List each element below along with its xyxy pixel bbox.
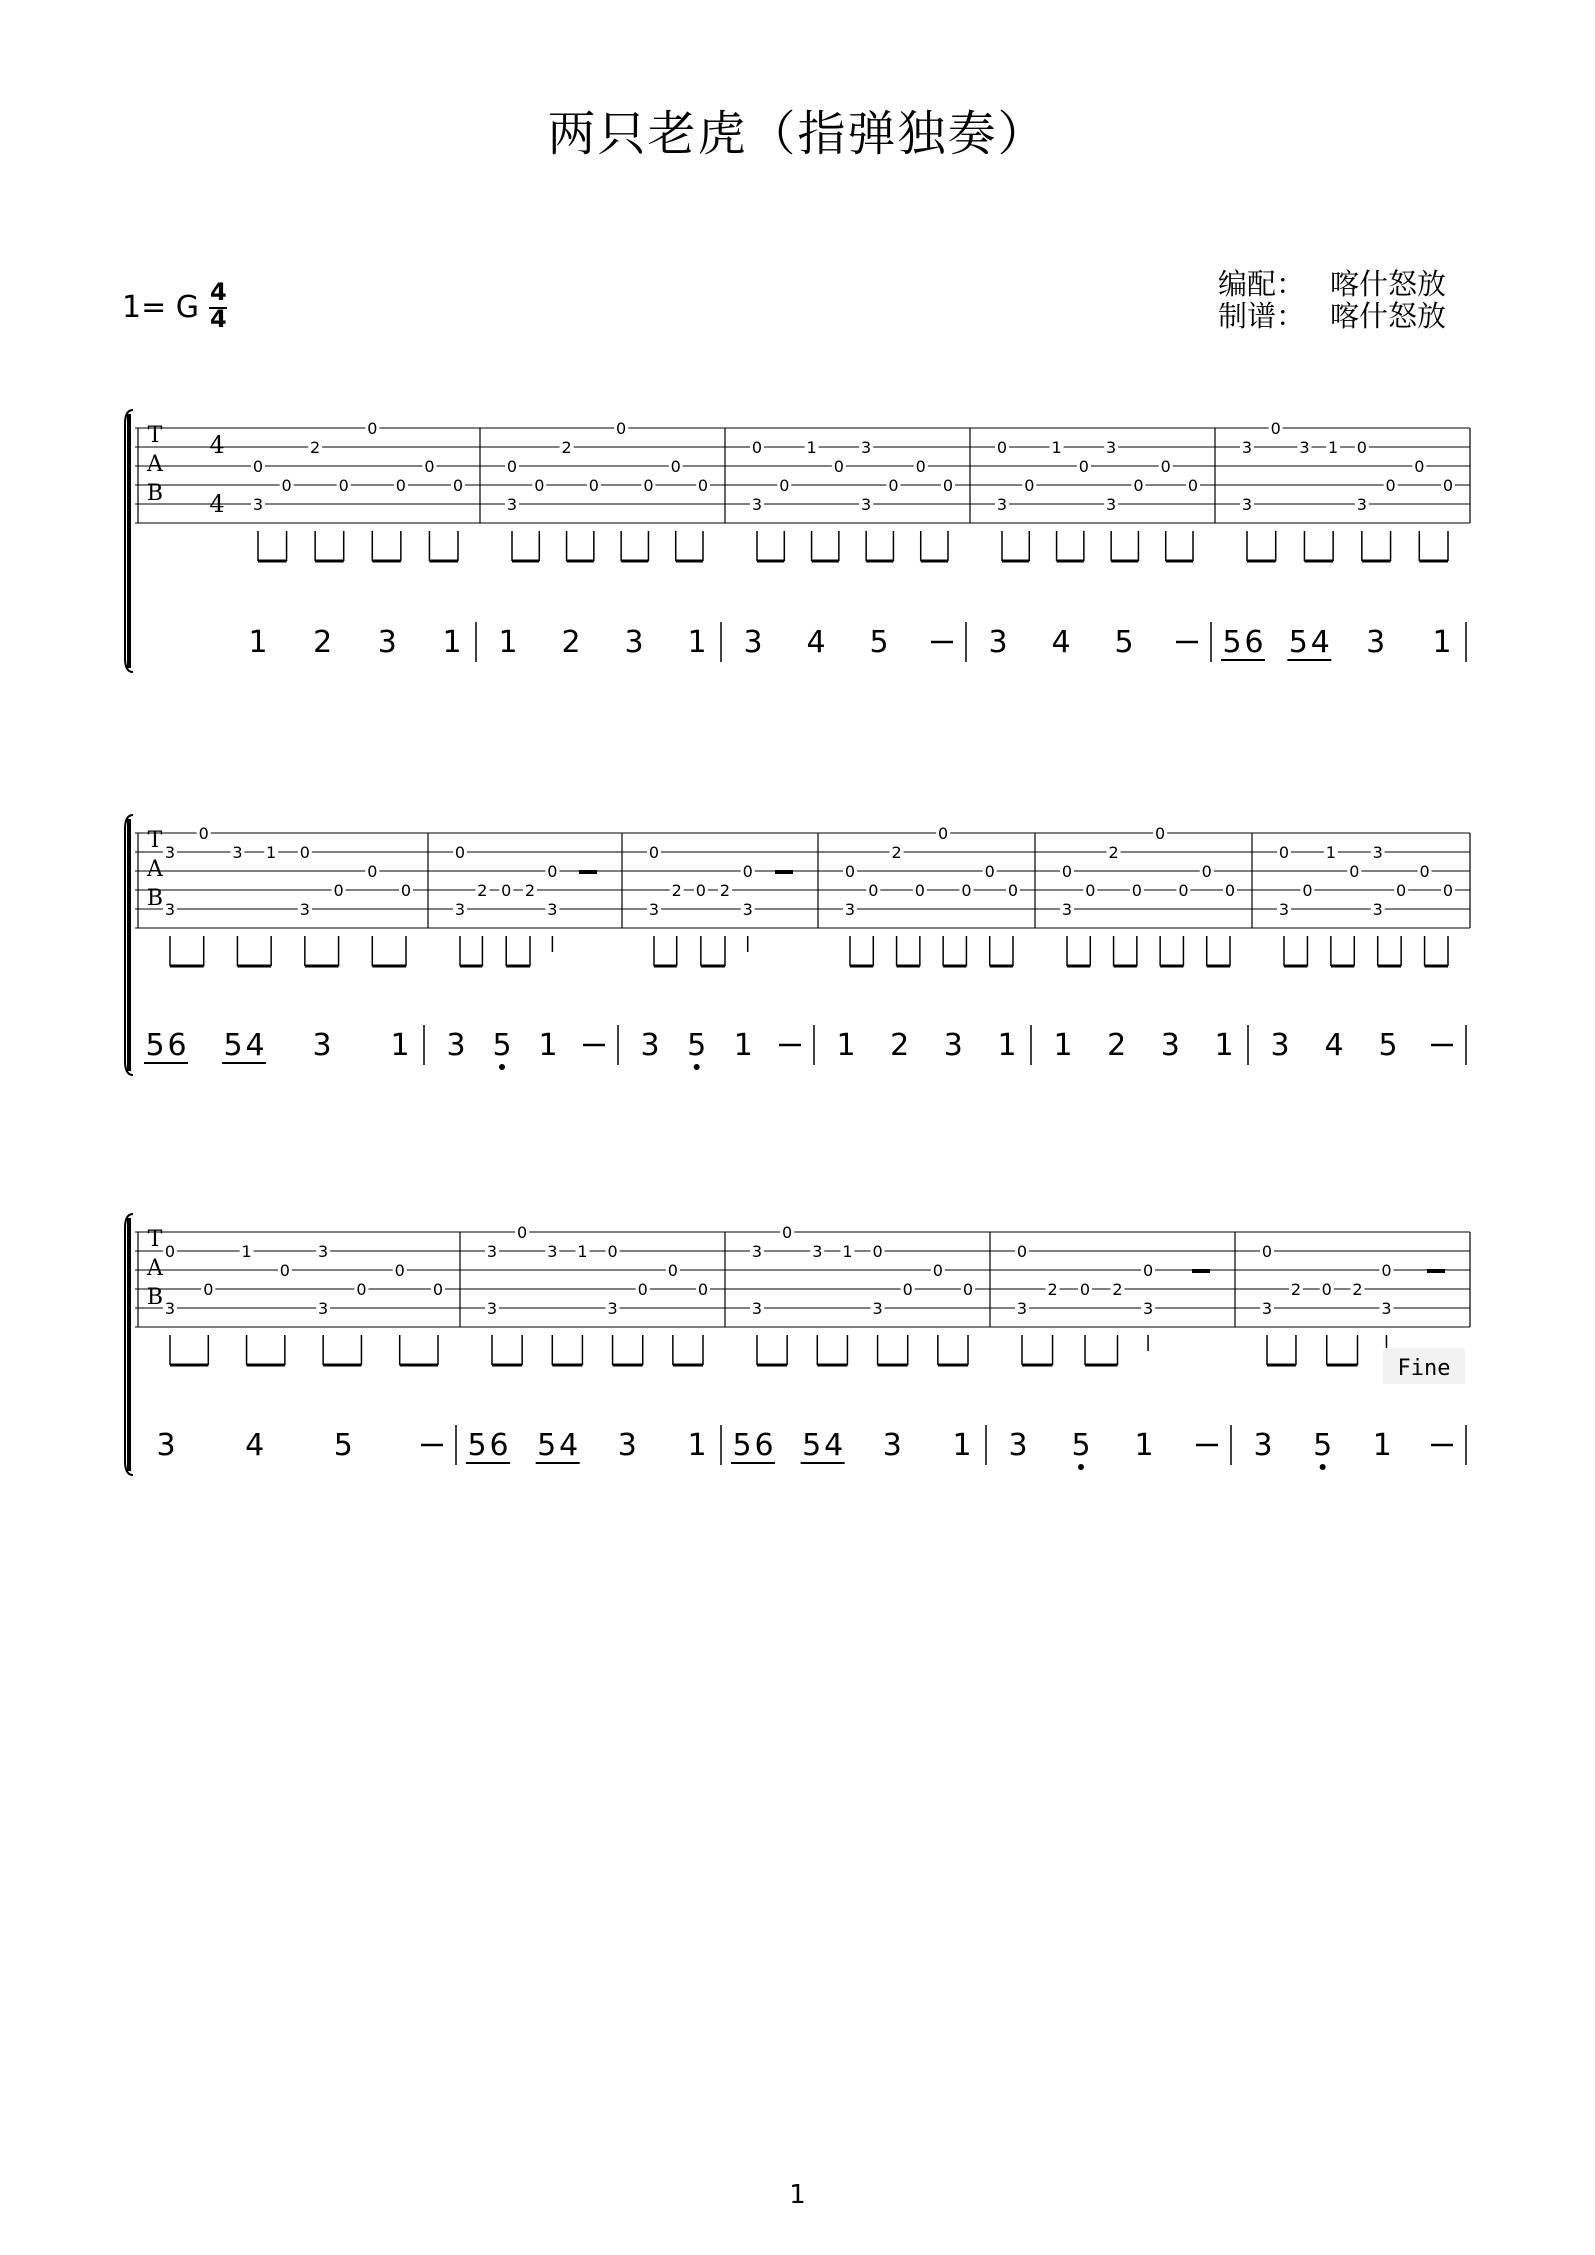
jianpu-note: 6: [489, 1428, 509, 1463]
jianpu-low-dot: [1320, 1464, 1326, 1470]
fret-number: 3: [844, 900, 856, 919]
fret-number: 3: [1142, 1299, 1154, 1318]
fret-number: 0: [1016, 1242, 1028, 1261]
jianpu-note: 4: [806, 625, 826, 660]
jianpu-note: 5: [1313, 1428, 1333, 1463]
fret-number: 0: [915, 457, 926, 476]
fret-number: 3: [318, 1299, 329, 1318]
jianpu-note: 6: [1244, 625, 1264, 660]
half-rest: [1427, 1269, 1445, 1273]
fret-number: 3: [872, 1299, 883, 1318]
jianpu-note: 5: [223, 1028, 243, 1063]
fret-number: 0: [203, 1280, 214, 1299]
fret-number: 0: [1302, 881, 1313, 900]
fret-number: 0: [198, 824, 209, 843]
jianpu-note: 4: [559, 1428, 579, 1463]
fret-number: 0: [1442, 881, 1454, 900]
fret-number: 0: [961, 881, 972, 900]
fret-number: 0: [1442, 476, 1454, 495]
jianpu-note: 3: [1366, 625, 1386, 660]
fret-number: 0: [279, 1261, 290, 1280]
jianpu-note: 5: [802, 1428, 822, 1463]
jianpu-note: 5: [687, 1028, 707, 1063]
jianpu-note: 3: [1160, 1028, 1180, 1063]
jianpu-note: 4: [245, 1028, 265, 1063]
half-rest: [579, 870, 597, 874]
fret-number: 0: [1007, 881, 1019, 900]
transcriber-name: 喀什怒放: [1330, 299, 1447, 333]
fret-number: 3: [232, 843, 243, 862]
jianpu-note: 3: [640, 1028, 660, 1063]
jianpu-note: 5: [732, 1428, 752, 1463]
fret-number: 3: [861, 438, 872, 457]
jianpu-note: 1: [687, 1428, 707, 1463]
fret-number: 3: [1241, 495, 1253, 514]
fret-number: 0: [902, 1280, 913, 1299]
time-signature-numerator: 4: [210, 278, 227, 306]
fret-number: 0: [1414, 457, 1425, 476]
song-title: 两只老虎（指弹独奏）: [547, 106, 1048, 162]
fret-number: 2: [671, 881, 682, 900]
fret-number: 0: [1381, 1261, 1392, 1280]
fret-number: 0: [1396, 881, 1407, 900]
jianpu-note: 3: [617, 1428, 637, 1463]
fret-number: 3: [1241, 438, 1253, 457]
fret-number: 0: [1385, 476, 1396, 495]
jianpu-note: 1: [1214, 1028, 1234, 1063]
fret-number: 0: [779, 476, 790, 495]
fret-number: 0: [697, 1280, 709, 1299]
jianpu-note: 1: [1134, 1428, 1154, 1463]
fret-number: 0: [643, 476, 654, 495]
fret-number: 1: [241, 1242, 252, 1261]
half-rest: [775, 870, 793, 874]
jianpu-note: 5: [1378, 1028, 1398, 1063]
jianpu-note: 3: [988, 625, 1008, 660]
fret-number: 0: [534, 476, 545, 495]
fret-number: 0: [517, 1223, 528, 1242]
fret-number: 3: [252, 495, 264, 514]
fret-number: 0: [454, 843, 466, 862]
jianpu-note: 5: [1114, 625, 1134, 660]
fret-number: 3: [1372, 843, 1383, 862]
jianpu-note: 1: [1372, 1428, 1392, 1463]
jianpu-note: 1: [1432, 625, 1452, 660]
fret-number: 0: [547, 862, 558, 881]
fret-number: 1: [1051, 438, 1062, 457]
tab-time-sig-numerator: 4: [209, 431, 225, 459]
fret-number: 3: [164, 843, 176, 862]
fret-number: 2: [1108, 843, 1119, 862]
jianpu-note: 6: [754, 1428, 774, 1463]
fret-number: 2: [524, 881, 536, 900]
fret-number: 0: [1024, 476, 1035, 495]
arranger-name: 喀什怒放: [1330, 267, 1447, 301]
fret-number: 0: [588, 476, 599, 495]
fret-number: 3: [751, 1242, 763, 1261]
fret-number: 0: [942, 476, 954, 495]
fret-number: 2: [719, 881, 731, 900]
tab-clef-letter: A: [147, 1256, 163, 1281]
fret-number: 0: [432, 1280, 444, 1299]
fret-number: 3: [1299, 438, 1310, 457]
fret-number: 3: [164, 900, 176, 919]
fret-number: 3: [996, 495, 1008, 514]
fret-number: 0: [751, 438, 763, 457]
fret-number: 3: [299, 900, 310, 919]
fret-number: 1: [266, 843, 277, 862]
fret-number: 0: [356, 1280, 367, 1299]
jianpu-note: 4: [1324, 1028, 1344, 1063]
jianpu-note: 3: [1008, 1428, 1028, 1463]
jianpu-note: 5: [467, 1428, 487, 1463]
jianpu-note: 3: [624, 625, 644, 660]
fret-number: 3: [547, 1242, 558, 1261]
fret-number: 0: [888, 476, 899, 495]
fret-number: 3: [742, 900, 753, 919]
fret-number: 1: [842, 1242, 853, 1261]
fret-number: 3: [318, 1242, 329, 1261]
fret-number: 0: [299, 843, 310, 862]
jianpu-note: 5: [1071, 1428, 1091, 1463]
jianpu-note: 3: [743, 625, 763, 660]
jianpu-low-dot: [694, 1064, 700, 1070]
fret-number: 0: [1155, 824, 1166, 843]
fret-number: 1: [1328, 438, 1339, 457]
fret-number: 3: [486, 1242, 498, 1261]
jianpu-note: 1: [952, 1428, 972, 1463]
fret-number: 1: [1325, 843, 1336, 862]
fret-number: 3: [812, 1242, 823, 1261]
fret-number: 3: [164, 1299, 176, 1318]
fret-number: 0: [395, 476, 406, 495]
jianpu-note: 5: [1288, 625, 1308, 660]
jianpu-note: 6: [167, 1028, 187, 1063]
tab-clef-letter: T: [147, 1227, 163, 1252]
fret-number: 3: [454, 900, 466, 919]
fret-number: 0: [506, 457, 518, 476]
jianpu-note: 1: [442, 625, 462, 660]
fret-number: 0: [670, 457, 681, 476]
fret-number: 3: [1261, 1299, 1273, 1318]
jianpu-note: 5: [869, 625, 889, 660]
tab-clef-letter: A: [147, 857, 163, 882]
fret-number: 0: [607, 1242, 618, 1261]
fret-number: 0: [833, 457, 844, 476]
jianpu-note: 3: [156, 1428, 176, 1463]
jianpu-note: 1: [997, 1028, 1017, 1063]
jianpu-note: 1: [836, 1028, 856, 1063]
jianpu-note: 3: [446, 1028, 466, 1063]
fret-number: 0: [394, 1261, 405, 1280]
jianpu-note: 2: [561, 625, 581, 660]
jianpu-note: 3: [943, 1028, 963, 1063]
jianpu-note: 1: [498, 625, 518, 660]
fret-number: 0: [1349, 862, 1360, 881]
fret-number: 0: [962, 1280, 974, 1299]
fret-number: 2: [1290, 1280, 1302, 1299]
fret-number: 3: [607, 1299, 618, 1318]
fret-number: 0: [400, 881, 412, 900]
jianpu-note: 3: [882, 1428, 902, 1463]
fret-number: 0: [1321, 1280, 1332, 1299]
fret-number: 0: [333, 881, 344, 900]
jianpu-note: 4: [245, 1428, 265, 1463]
fret-number: 0: [868, 881, 879, 900]
jianpu-note: 2: [890, 1028, 910, 1063]
fret-number: 2: [891, 843, 902, 862]
jianpu-note: 4: [824, 1428, 844, 1463]
fret-number: 0: [996, 438, 1008, 457]
fret-number: 0: [252, 457, 264, 476]
fret-number: 3: [1016, 1299, 1028, 1318]
fret-number: 0: [782, 1223, 793, 1242]
fret-number: 0: [872, 1242, 883, 1261]
fret-number: 2: [1112, 1280, 1123, 1299]
fret-number: 0: [1356, 438, 1367, 457]
fret-number: 3: [506, 495, 518, 514]
arranger-label: 编配：: [1218, 267, 1306, 301]
jianpu-note: 5: [537, 1428, 557, 1463]
fret-number: 0: [637, 1280, 648, 1299]
fret-number: 3: [1278, 900, 1290, 919]
fret-number: 0: [1201, 862, 1212, 881]
tab-clef-letter: B: [146, 1285, 164, 1310]
fret-number: 1: [577, 1242, 588, 1261]
time-signature-denominator: 4: [210, 305, 227, 333]
fine-marking: Fine: [1397, 1356, 1451, 1381]
fret-number: 0: [1079, 1280, 1091, 1299]
fret-number: 0: [667, 1261, 678, 1280]
jianpu-note: 4: [1310, 625, 1330, 660]
fret-number: 0: [648, 843, 660, 862]
jianpu-note: 3: [377, 625, 397, 660]
transcriber-label: 制谱：: [1218, 299, 1306, 333]
jianpu-note: 5: [1222, 625, 1242, 660]
fret-number: 0: [844, 862, 856, 881]
fret-number: 0: [695, 881, 706, 900]
fret-number: 0: [1061, 862, 1073, 881]
fret-number: 0: [338, 476, 349, 495]
fret-number: 3: [751, 1299, 763, 1318]
jianpu-note: 5: [145, 1028, 165, 1063]
jianpu-note: 1: [538, 1028, 558, 1063]
page-number: 1: [789, 2180, 806, 2210]
jianpu-note: 3: [1253, 1428, 1273, 1463]
fret-number: 0: [1133, 476, 1144, 495]
fret-number: 2: [477, 881, 488, 900]
fret-number: 3: [648, 900, 660, 919]
tab-time-sig-denominator: 4: [209, 490, 225, 518]
jianpu-note: 1: [390, 1028, 410, 1063]
fret-number: 0: [1187, 476, 1199, 495]
key-signature: 1= G: [122, 290, 200, 325]
jianpu-note: 1: [1053, 1028, 1073, 1063]
half-rest: [1192, 1269, 1210, 1273]
tab-clef-letter: T: [147, 423, 163, 448]
fret-number: 0: [452, 476, 464, 495]
fret-number: 0: [914, 881, 925, 900]
fret-number: 2: [1047, 1280, 1058, 1299]
fret-number: 3: [1372, 900, 1383, 919]
fret-number: 0: [1224, 881, 1236, 900]
tab-clef-letter: B: [146, 886, 164, 911]
fret-number: 0: [1270, 419, 1281, 438]
fret-number: 0: [367, 419, 378, 438]
fret-number: 0: [1085, 881, 1096, 900]
fret-number: 0: [501, 881, 512, 900]
fret-number: 2: [1352, 1280, 1363, 1299]
fret-number: 2: [561, 438, 572, 457]
jianpu-note: 5: [333, 1428, 353, 1463]
fret-number: 3: [861, 495, 872, 514]
fret-number: 0: [938, 824, 949, 843]
fret-number: 3: [547, 900, 558, 919]
fret-number: 0: [742, 862, 753, 881]
jianpu-note: 3: [1270, 1028, 1290, 1063]
fret-number: 0: [616, 419, 627, 438]
fret-number: 3: [486, 1299, 498, 1318]
fret-number: 0: [424, 457, 435, 476]
fret-number: 0: [367, 862, 378, 881]
fret-number: 3: [1061, 900, 1073, 919]
tab-clef-letter: B: [146, 481, 164, 506]
fret-number: 3: [751, 495, 763, 514]
fret-number: 0: [1131, 881, 1142, 900]
fret-number: 0: [1278, 843, 1290, 862]
fret-number: 0: [1261, 1242, 1273, 1261]
fret-number: 0: [1178, 881, 1189, 900]
jianpu-note: 3: [312, 1028, 332, 1063]
jianpu-note: 5: [492, 1028, 512, 1063]
fret-number: 0: [1078, 457, 1089, 476]
fret-number: 3: [1381, 1299, 1392, 1318]
jianpu-note: 2: [313, 625, 333, 660]
jianpu-note: 4: [1051, 625, 1071, 660]
jianpu-note: 1: [248, 625, 268, 660]
fret-number: 2: [310, 438, 321, 457]
fret-number: 3: [1356, 495, 1367, 514]
fret-number: 0: [281, 476, 292, 495]
tab-clef-letter: T: [147, 828, 163, 853]
fret-number: 1: [806, 438, 817, 457]
fret-number: 3: [1106, 495, 1117, 514]
fret-number: 0: [984, 862, 995, 881]
fret-number: 0: [1142, 1261, 1154, 1280]
jianpu-note: 1: [733, 1028, 753, 1063]
jianpu-low-dot: [499, 1064, 505, 1070]
fret-number: 3: [1106, 438, 1117, 457]
fret-number: 0: [932, 1261, 943, 1280]
tab-clef-letter: A: [147, 452, 163, 477]
fret-number: 0: [164, 1242, 176, 1261]
fret-number: 0: [1419, 862, 1430, 881]
jianpu-note: 1: [687, 625, 707, 660]
fret-number: 0: [697, 476, 709, 495]
jianpu-note: 2: [1107, 1028, 1127, 1063]
fret-number: 0: [1160, 457, 1171, 476]
jianpu-low-dot: [1078, 1464, 1084, 1470]
